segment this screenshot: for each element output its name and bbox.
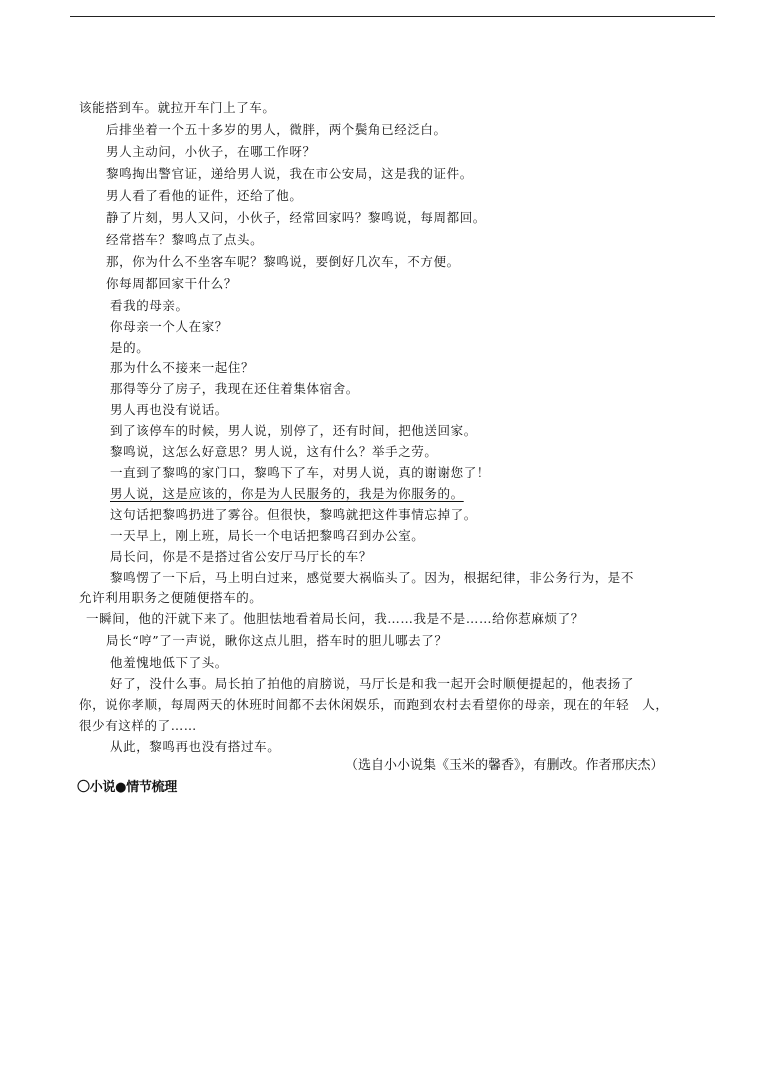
paragraph-line: 男人说，这是应该的，你是为人民服务的，我是为你服务的。 [110,486,464,501]
paragraph-line: 静了片刻，男人又问，小伙子，经常回家吗？黎鸣说，每周都回。 [106,210,486,225]
source-note: （选自小小说集《玉米的馨香》，有删改。作者邢庆杰） [345,758,664,773]
paragraph-line: 你每周都回家干什么？ [106,276,238,291]
paragraph-line: 那为什么不接来一起住？ [110,360,255,375]
paragraph-line: 黎鸣愣了一下后，马上明白过来，感觉要大祸临头了。因为，根据纪律，非公务行为，是不 [110,570,635,585]
paragraph-line: 那，你为什么不坐客车呢？黎鸣说，要倒好几次车，不方便。 [106,254,460,269]
paragraph-line: 经常搭车？黎鸣点了点头。 [106,232,264,247]
paragraph-line: 很少有这样的了…… [79,718,197,733]
paragraph-line: 到了该停车的时候，男人说，别停了，还有时间，把他送回家。 [110,423,477,438]
paragraph-line: 好了，没什么事。局长拍了拍他的肩膀说，马厅长是和我一起开会时顺便提起的，他表扬了 [110,676,635,691]
paragraph-line: 局长“哼”了一声说，瞅你这点儿胆，搭车时的胆儿哪去了？ [106,633,448,648]
paragraph-line: 看我的母亲。 [110,298,189,313]
paragraph-line: 是的。 [110,340,150,355]
paragraph-line: 允许利用职务之便随便搭车的。 [79,590,263,605]
paragraph-line: 这句话把黎鸣扔进了雾谷。但很快，黎鸣就把这件事情忘掉了。 [110,507,477,522]
paragraph-line: 你，说你孝顺，每周两天的休班时间都不去休闲娱乐，而跑到农村去看望你的母亲，现在的年轻 人， [79,697,669,712]
paragraph-line: 从此，黎鸣再也没有搭过车。 [110,739,281,754]
paragraph-line: 黎鸣掏出警官证，递给男人说，我在市公安局，这是我的证件。 [106,166,473,181]
section-heading: 〇小说●情节梳理 [77,780,177,795]
paragraph-line: 黎鸣说，这怎么好意思？男人说，这有什么？举手之劳。 [110,444,438,459]
paragraph-line: 男人主动问，小伙子，在哪工作呀？ [106,144,316,159]
paragraph-line: 男人看了看他的证件，还给了他。 [106,188,303,203]
paragraph-line: 该能搭到车。就拉开车门上了车。 [79,100,276,115]
paragraph-line: 局长问，你是不是搭过省公安厅马厅长的车？ [110,549,373,564]
paragraph-line: 男人再也没有说话。 [110,402,228,417]
paragraph-line: 那得等分了房子，我现在还住着集体宿舍。 [110,381,359,396]
paragraph-line: 一瞬间，他的汗就下来了。他胆怯地看着局长问，我……我是不是……给你惹麻烦了？ [86,611,584,626]
paragraph-line: 一直到了黎鸣的家门口，黎鸣下了车，对男人说，真的谢谢您了！ [110,465,490,480]
paragraph-line: 后排坐着一个五十多岁的男人，微胖，两个鬓角已经泛白。 [106,122,447,137]
paragraph-line: 一天早上，刚上班，局长一个电话把黎鸣召到办公室。 [110,528,425,543]
paragraph-line: 他羞愧地低下了头。 [110,655,228,670]
paragraph-line: 你母亲一个人在家？ [110,319,228,334]
